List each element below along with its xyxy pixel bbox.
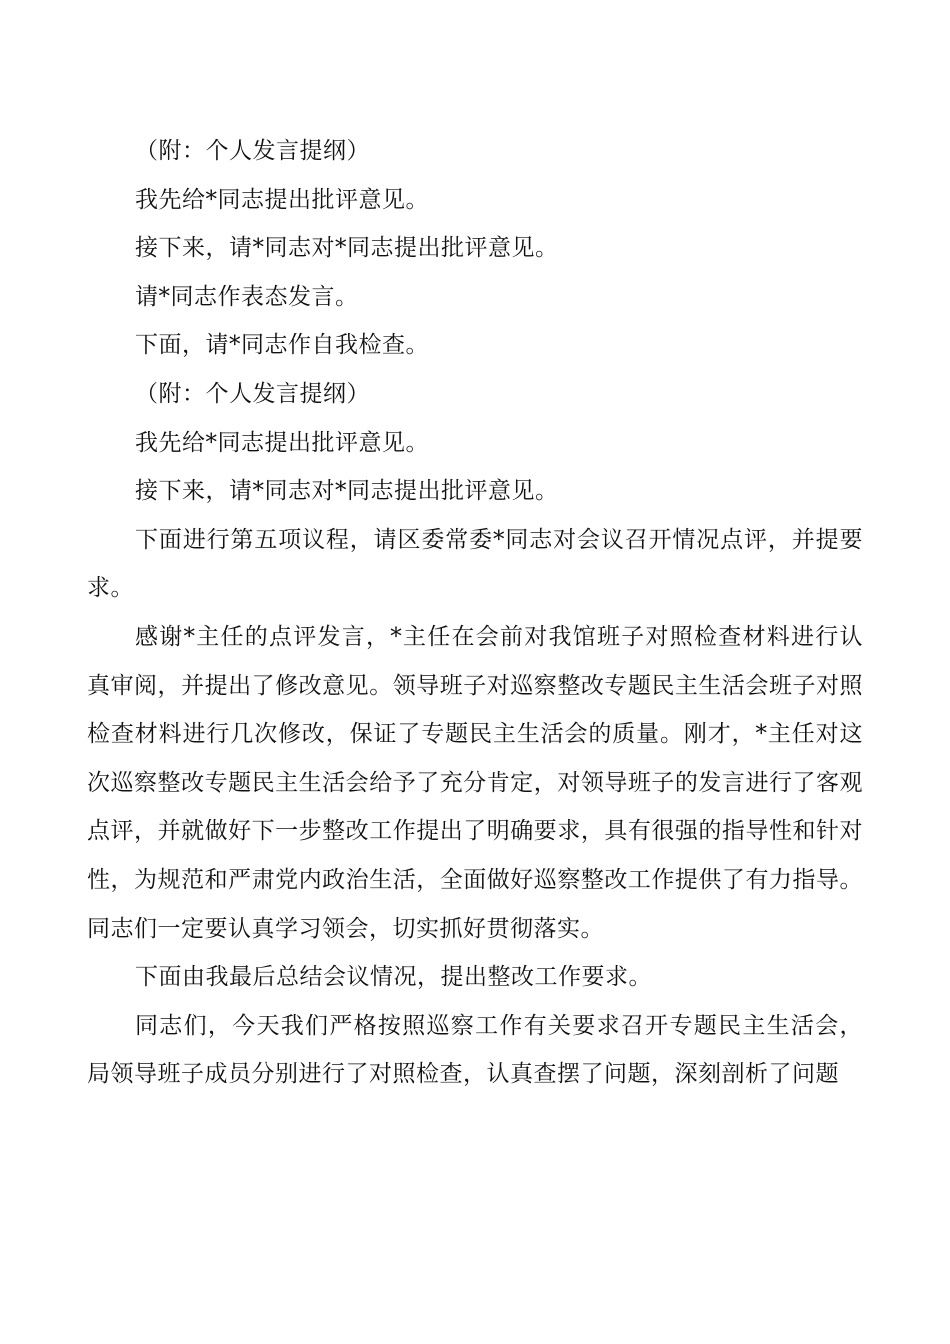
paragraph: 接下来，请*同志对*同志提出批评意见。 — [135, 235, 559, 262]
paragraph: 请*同志作表态发言。 — [135, 283, 359, 310]
paragraph-attachment-note: （附：个人发言提纲） — [135, 380, 370, 407]
paragraph: 我先给*同志提出批评意见。 — [135, 186, 429, 213]
paragraph: 接下来，请*同志对*同志提出批评意见。 — [135, 478, 559, 505]
paragraph-attachment-note: （附：个人发言提纲） — [135, 138, 370, 164]
paragraph: 下面由我最后总结会议情况，提出整改工作要求。 — [135, 964, 652, 991]
document-body — [87, 127, 863, 1099]
paragraph: 同志们，今天我们严格按照巡察工作有关要求召开专题民主生活会，局领导班子成员分别进行了对照检查，认真查摆了问题，深刻剖析了问题 — [87, 1012, 863, 1088]
paragraph: 我先给*同志提出批评意见。 — [135, 429, 429, 456]
paragraph: 下面，请*同志作自我检查。 — [135, 332, 429, 359]
paragraph: 下面进行第五项议程，请区委常委*同志对会议召开情况点评，并提要求。 — [87, 526, 863, 602]
paragraph: 感谢*主任的点评发言，*主任在会前对我馆班子对照检查材料进行认真审阅，并提出了修改意见。领导班子对巡察整改专题民主生活会班子对照检查材料进行几次修改，保证了专题民主生活会的质量。刚才，*主任对这次巡察整改专题民主生活会给予了充分肯定，对领导班子的发言进行了客观点评，并就做好下一步整改工作提出了明确要求，具有很强的指导性和针对性，为规范和严肃党内政治生活，全面做好巡察整改工作提供了有力指导。同志们一定要认真学习领会，切实抓好贯彻落实。 — [87, 623, 863, 942]
